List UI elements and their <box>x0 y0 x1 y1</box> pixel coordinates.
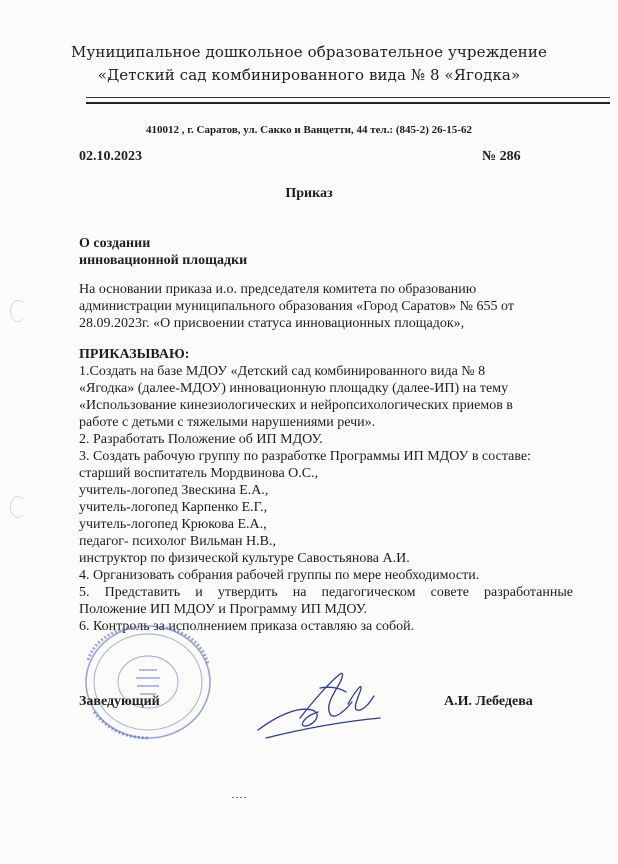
order-item-line: 2. Разработать Положение об ИП МДОУ. <box>79 432 323 447</box>
order-item-line: учитель-логопед Крюкова Е.А., <box>79 517 267 532</box>
punch-hole-mark <box>10 300 26 322</box>
official-stamp <box>44 620 244 750</box>
order-item-line: «Ягодка» (далее-МДОУ) инновационную площадку (далее-ИП) на тему <box>79 381 509 396</box>
handwritten-signature <box>248 660 398 750</box>
basis-line: администрации муниципального образования «Город Саратов» № 655 от <box>79 299 514 314</box>
signatory-name: А.И. Лебедева <box>444 694 533 709</box>
order-item-line: 3. Создать рабочую группу по разработке Программы ИП МДОУ в составе: <box>79 449 531 464</box>
org-address: 410012 , г. Саратов, ул. Сакко и Ванцетти, 44 тел.: (845-2) 26-15-62 <box>146 124 472 136</box>
order-date: 02.10.2023 <box>79 149 142 164</box>
order-item-line: педагог- психолог Вильман Н.В., <box>79 534 276 549</box>
order-item-line: 5. Представить и утвердить на педагогическом совете разработанные <box>79 585 573 600</box>
org-name-line1: Муниципальное дошкольное образовательное учреждение <box>71 43 547 61</box>
order-item-line: «Использование кинезиологических и нейропсихологических приемов в <box>79 398 513 413</box>
order-item-line: Положение ИП МДОУ и Программу ИП МДОУ. <box>79 602 367 617</box>
order-item-line: инструктор по физической культуре Савостьянова А.И. <box>79 551 410 566</box>
order-item-line: 4. Организовать собрания рабочей группы по мере необходимости. <box>79 568 480 583</box>
subject-line: инновационной площадки <box>79 253 248 268</box>
header-divider-thin <box>86 97 610 98</box>
order-item-line: работе с детьми с тяжелыми нарушениями речи». <box>79 415 376 430</box>
subject-line: О создании <box>79 236 151 251</box>
order-item-line: старший воспитатель Мордвинова О.С., <box>79 466 319 481</box>
signatory-role: Заведующий <box>79 694 160 709</box>
basis-line: 28.09.2023г. «О присвоении статуса инновационных площадок», <box>79 316 465 331</box>
order-item-line: 6. Контроль за исполнением приказа оставляю за собой. <box>79 619 415 634</box>
order-command: ПРИКАЗЫВАЮ: <box>79 347 190 362</box>
order-basis <box>79 281 549 332</box>
punch-hole-mark <box>10 496 26 518</box>
order-item-line: учитель-логопед Звескина Е.А., <box>79 483 269 498</box>
header-divider-thick <box>86 102 610 104</box>
order-items <box>79 346 579 635</box>
order-number: № 286 <box>482 149 521 164</box>
order-item-line: 1.Создать на базе МДОУ «Детский сад комбинированного вида № 8 <box>79 364 486 379</box>
basis-line: На основании приказа и.о. председателя комитета по образованию <box>79 282 477 297</box>
order-subject <box>79 235 247 269</box>
scan-mark <box>232 796 246 799</box>
order-item-line: учитель-логопед Карпенко Е.Г., <box>79 500 268 515</box>
document-title: Приказ <box>285 186 333 201</box>
org-name-line2: «Детский сад комбинированного вида № 8 «Ягодка» <box>97 66 521 84</box>
